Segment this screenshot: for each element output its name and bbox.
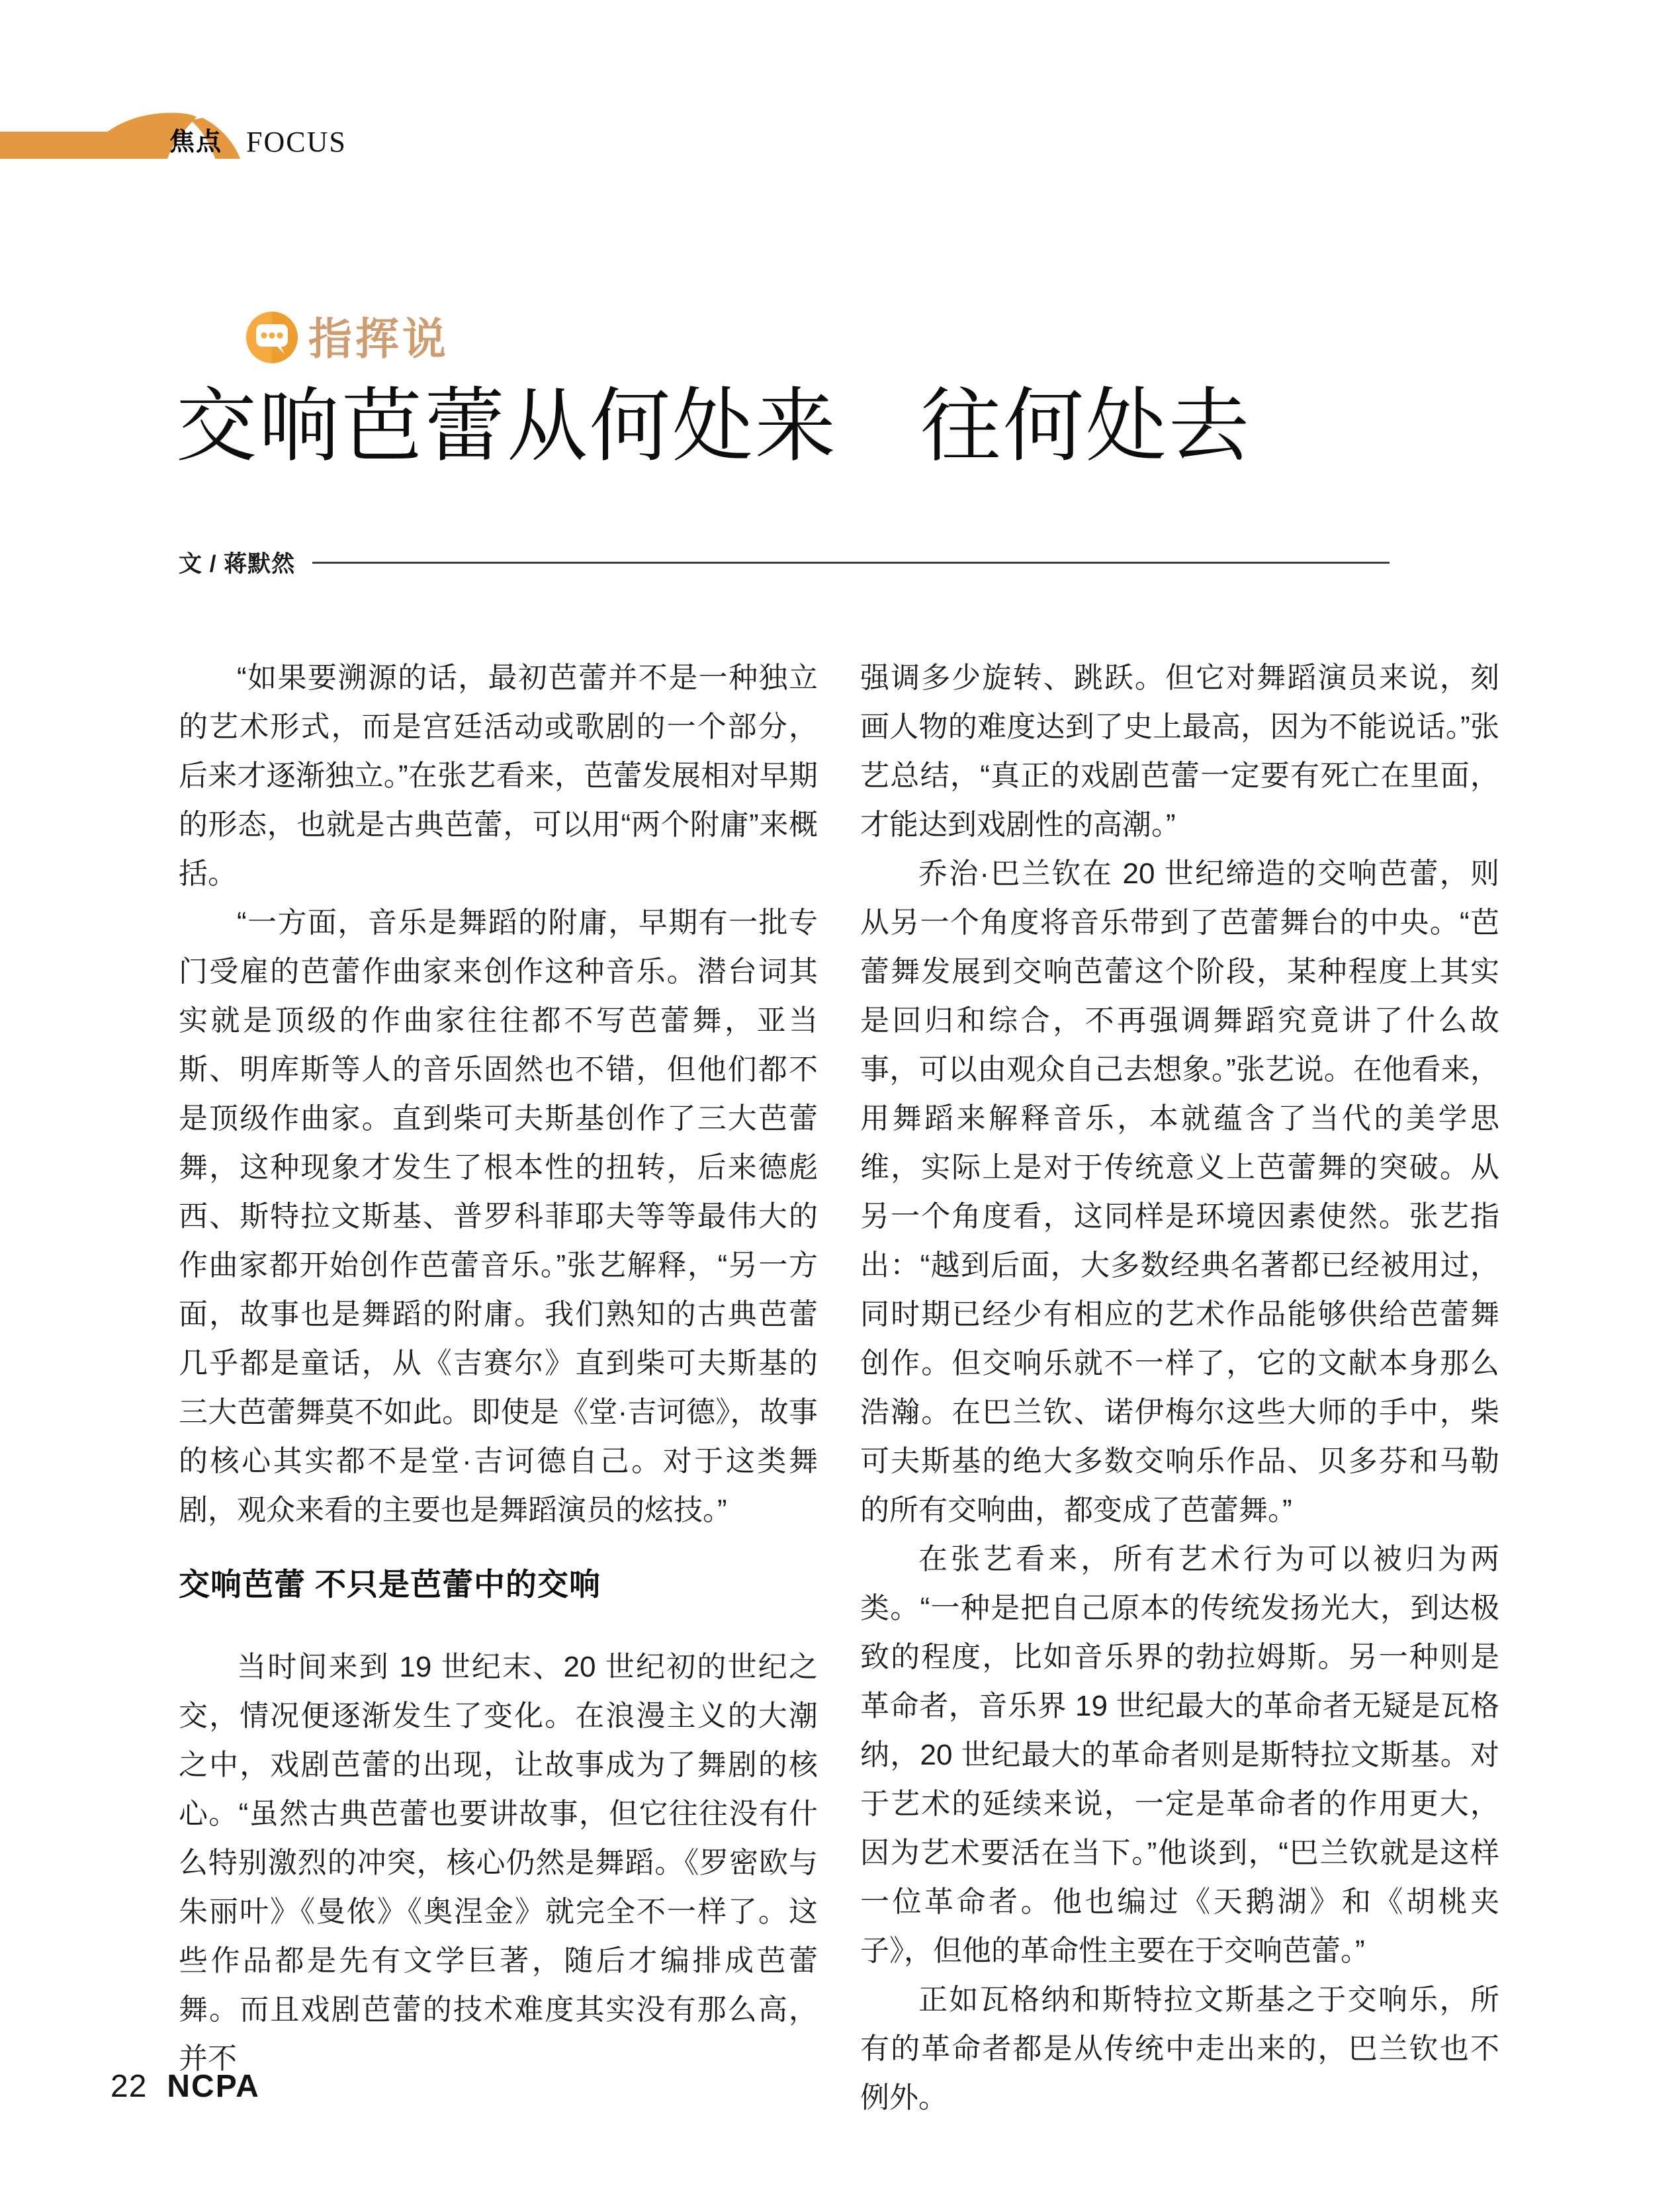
kicker bbox=[246, 312, 449, 363]
article-title: 交响芭蕾从何处来 往何处去 bbox=[176, 382, 1251, 472]
kicker-label: 指挥说 bbox=[308, 314, 449, 363]
right-column bbox=[860, 654, 1499, 2122]
paragraph: “如果要溯源的话，最初芭蕾并不是一种独立的艺术形式，而是宫廷活动或歌剧的一个部分，后来才逐渐独立。”在张艺看来，芭蕾发展相对早期的形态，也就是古典芭蕾，可以用“两个附庸”来概括。 bbox=[179, 662, 818, 890]
page-footer bbox=[111, 2068, 260, 2105]
paragraph: 当时间来到 19 世纪末、20 世纪初的世纪之交，情况便逐渐发生了变化。在浪漫主义的大潮之中，戏剧芭蕾的出现，让故事成为了舞剧的核心。“虽然古典芭蕾也要讲故事，但它往往没有什么特别激烈的冲突，核心仍然是舞蹈。《罗密欧与朱丽叶》《曼侬》《奥涅金》就完全不一样了。这些作品都是先有文学巨著，随后才编排成芭蕾舞。而且戏剧芭蕾的技术难度其实没有那么高，并不 bbox=[179, 1650, 818, 2075]
chat-bubble-icon bbox=[246, 312, 298, 363]
paragraph: “一方面，音乐是舞蹈的附庸，早期有一批专门受雇的芭蕾作曲家来创作这种音乐。潜台词其实就是顶级的作曲家往往都不写芭蕾舞，亚当斯、明库斯等人的音乐固然也不错，但他们都不是顶级作曲家。直到柴可夫斯基创作了三大芭蕾舞，这种现象才发生了根本性的扭转，后来德彪西、斯特拉文斯基、普罗科菲耶夫等等最伟大的作曲家都开始创作芭蕾音乐。”张艺解释，“另一方面，故事也是舞蹈的附庸。我们熟知的古典芭蕾几乎都是童话，从《吉赛尔》直到柴可夫斯基的三大芭蕾舞莫不如此。即使是《堂·吉诃德》，故事的核心其实都不是堂·吉诃德自己。对于这类舞剧，观众来看的主要也是舞蹈演员的炫技。” bbox=[179, 906, 818, 1526]
section-label-cn: 焦点 bbox=[169, 128, 223, 156]
brand-label: NCPA bbox=[167, 2069, 260, 2104]
paragraph: 乔治·巴兰钦在 20 世纪缔造的交响芭蕾，则从另一个角度将音乐带到了芭蕾舞台的中央。“芭蕾舞发展到交响芭蕾这个阶段，某种程度上其实是回归和综合，不再强调舞蹈究竟讲了什么故事，可以由观众自己去想象。”张艺说。在他看来，用舞蹈来解释音乐，本就蕴含了当代的美学思维，实际上是对于传统意义上芭蕾舞的突破。从另一个角度看，这同样是环境因素使然。张艺指出：“越到后面，大多数经典名著都已经被用过，同时期已经少有相应的艺术作品能够供给芭蕾舞创作。但交响乐就不一样了，它的文献本身那么浩瀚。在巴兰钦、诺伊梅尔这些大师的手中，柴可夫斯基的绝大多数交响乐作品、贝多芬和马勒的所有交响曲，都变成了芭蕾舞。” bbox=[860, 857, 1499, 1526]
section-header bbox=[0, 0, 1680, 198]
paragraph: 在张艺看来，所有艺术行为可以被归为两类。“一种是把自己原本的传统发扬光大，到达极致的程度，比如音乐界的勃拉姆斯。另一种则是革命者，音乐界 19 世纪最大的革命者无疑是瓦格纳，20 世纪最大的革命者则是斯特拉文斯基。对于艺术的延续来说，一定是革命者的作用更大，因为艺术要活在当下。”他谈到，“巴兰钦就是这样一位革命者。他也编过《天鹅湖》和《胡桃夹子》，但他的革命性主要在于交响芭蕾。” bbox=[860, 1543, 1499, 1967]
section-label-en: FOCUS bbox=[246, 126, 347, 158]
byline-rule bbox=[312, 562, 1390, 564]
left-column bbox=[179, 654, 818, 2083]
subheading: 交响芭蕾 不只是芭蕾中的交响 bbox=[179, 1567, 601, 1602]
byline: 文 / 蒋默然 bbox=[179, 551, 296, 577]
paragraph-continuation: 强调多少旋转、跳跃。但它对舞蹈演员来说，刻画人物的难度达到了史上最高，因为不能说话。”张艺总结，“真正的戏剧芭蕾一定要有死亡在里面，才能达到戏剧性的高潮。” bbox=[860, 662, 1499, 841]
byline-row bbox=[179, 548, 1390, 577]
paragraph: 正如瓦格纳和斯特拉文斯基之于交响乐，所有的革命者都是从传统中走出来的，巴兰钦也不例外。 bbox=[860, 1984, 1499, 2114]
page-number: 22 bbox=[111, 2069, 148, 2104]
